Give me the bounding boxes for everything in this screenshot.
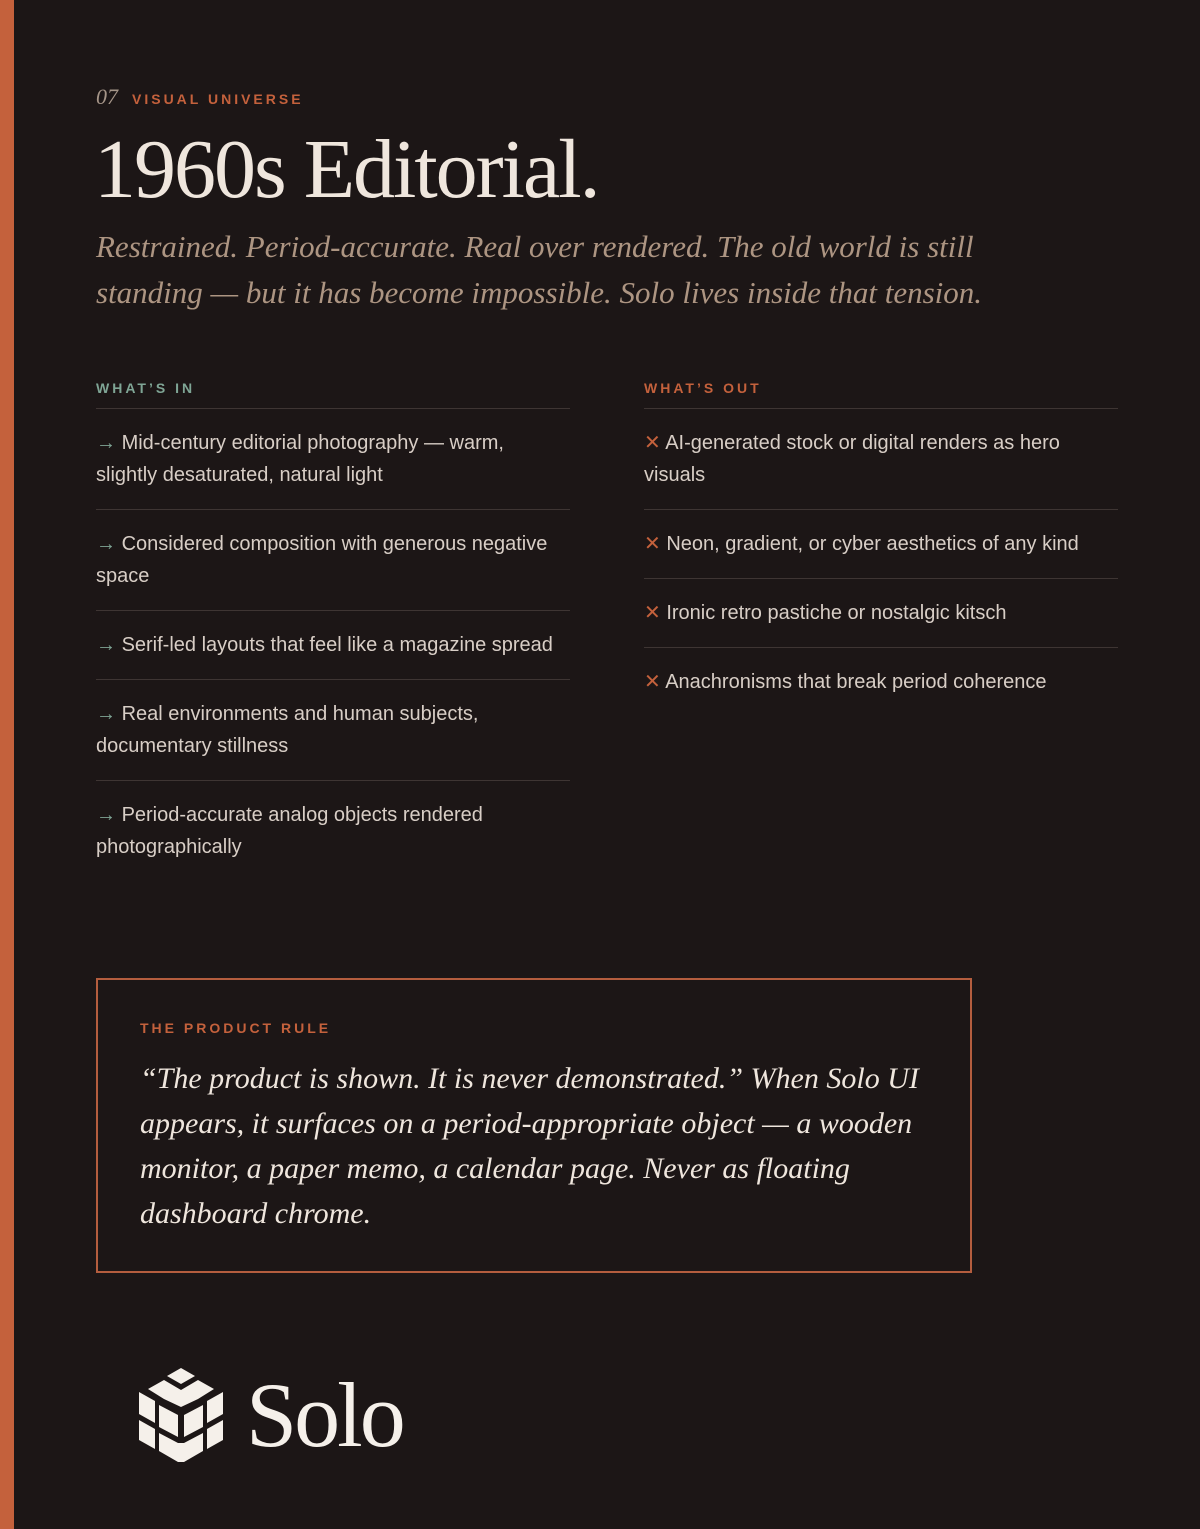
- arrow-right-icon: →: [96, 804, 116, 826]
- section-name: VISUAL UNIVERSE: [132, 91, 304, 107]
- cross-icon: ✕: [644, 533, 661, 555]
- arrow-right-icon: →: [96, 634, 116, 656]
- logo-wordmark: Solo: [246, 1364, 403, 1466]
- list-item: [96, 611, 570, 680]
- whats-out-column: [644, 378, 1118, 716]
- list-item-text: Considered composition with generous negative space: [96, 533, 548, 587]
- section-number: 07: [96, 84, 118, 109]
- list-item: [96, 409, 570, 510]
- list-item-text: Ironic retro pastiche or nostalgic kitsch: [666, 602, 1007, 624]
- list-item-text: Mid-century editorial photography — warm, slightly desaturated, natural light: [96, 432, 504, 486]
- list-item: [96, 510, 570, 611]
- arrow-right-icon: →: [96, 432, 116, 454]
- solo-logo: [136, 1360, 403, 1470]
- arrow-right-icon: →: [96, 703, 116, 725]
- product-rule-box: [96, 978, 972, 1273]
- whats-in-heading: WHAT’S IN: [96, 378, 570, 409]
- list-item: [96, 680, 570, 781]
- product-rule-label: THE PRODUCT RULE: [140, 1020, 332, 1036]
- page-subtitle: Restrained. Period-accurate. Real over rendered. The old world is still standing — but it has become impossible. Solo lives inside that tension.: [96, 229, 983, 310]
- list-item: [644, 579, 1118, 648]
- whats-out-heading: WHAT’S OUT: [644, 378, 1118, 409]
- cross-icon: ✕: [644, 671, 661, 693]
- list-item-text: Serif-led layouts that feel like a magazine spread: [121, 634, 553, 656]
- list-item-text: Neon, gradient, or cyber aesthetics of any kind: [666, 533, 1079, 555]
- cross-icon: ✕: [644, 602, 661, 624]
- list-item: [644, 409, 1118, 510]
- list-item: [644, 510, 1118, 579]
- list-item: [96, 781, 570, 881]
- list-item-text: Period-accurate analog objects rendered photographically: [96, 804, 483, 858]
- list-item-text: Real environments and human subjects, documentary stillness: [96, 703, 479, 757]
- product-rule-text: “The product is shown. It is never demonstrated.” When Solo UI appears, it surfaces on a period-appropriate object — a wooden monitor, a paper memo, a calendar page. Never as floating dashboard chrome.: [140, 1062, 919, 1230]
- page-title: 1960s Editorial.: [94, 123, 599, 216]
- cross-icon: ✕: [644, 432, 661, 454]
- left-accent-bar: [0, 0, 14, 1529]
- whats-in-column: [96, 378, 570, 881]
- list-item-text: AI-generated stock or digital renders as hero visuals: [644, 432, 1060, 486]
- section-label: [96, 84, 304, 110]
- list-item: [644, 648, 1118, 716]
- hexagon-cube-icon: [136, 1365, 226, 1465]
- arrow-right-icon: →: [96, 533, 116, 555]
- list-item-text: Anachronisms that break period coherence: [665, 671, 1047, 693]
